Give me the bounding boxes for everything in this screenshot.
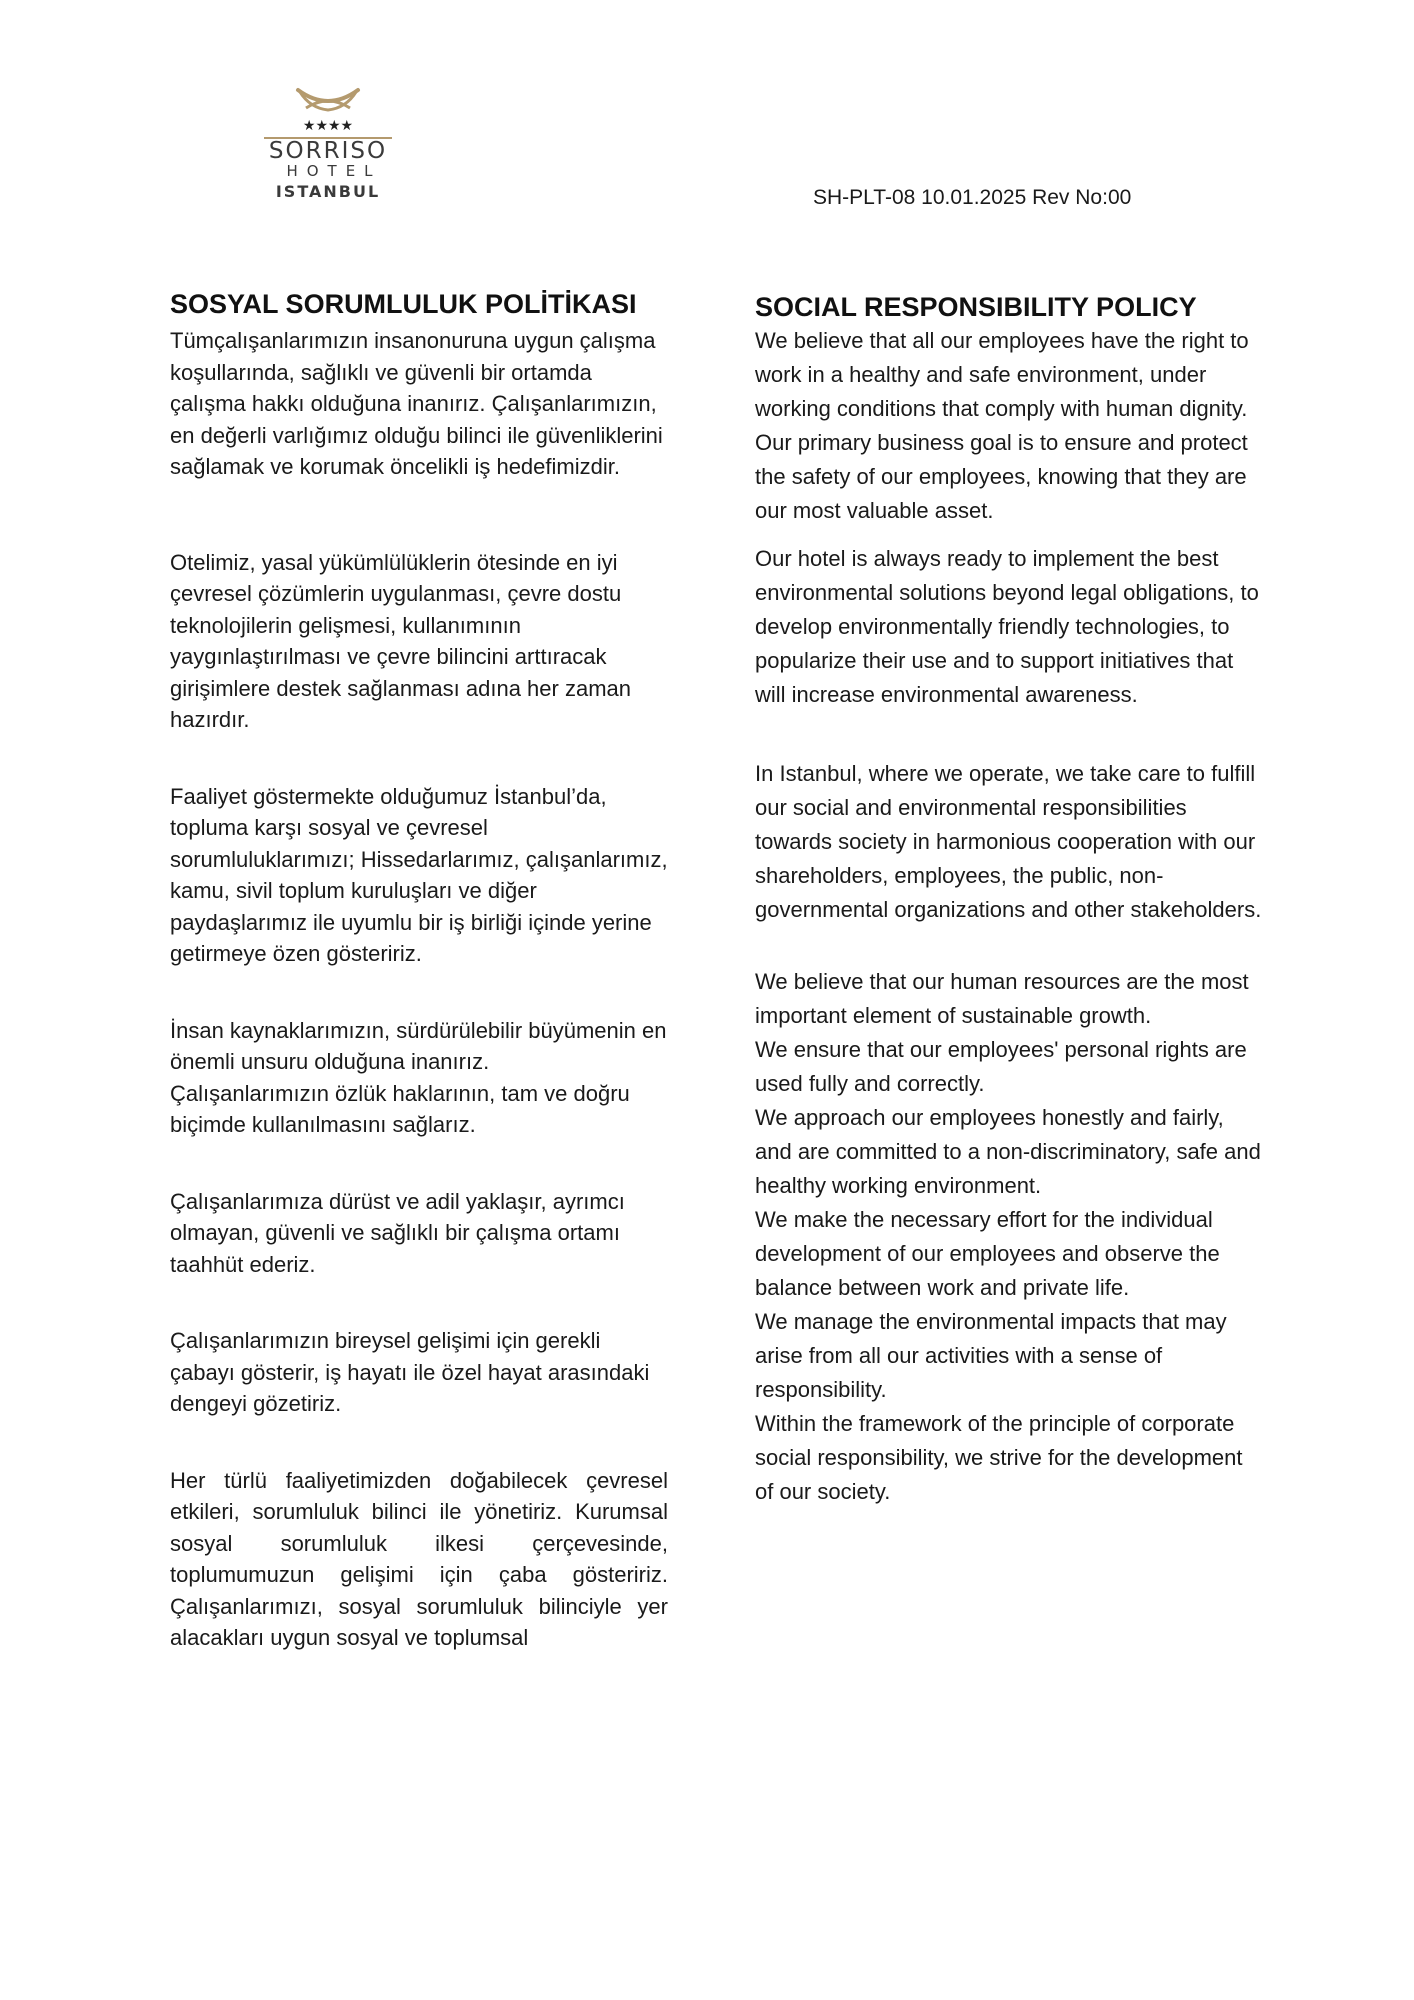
- english-title: SOCIAL RESPONSIBILITY POLICY: [755, 292, 1197, 322]
- en-paragraph-3: In Istanbul, where we operate, we take care to fulfill our social and environmental responsibilities towards society in harmonious cooperation with our shareholders, employees, the public, non-governmental organizations and other stakeholders.: [755, 761, 1262, 922]
- turkish-column: [170, 287, 668, 1699]
- logo-brand-name: SORRISO: [268, 138, 388, 164]
- logo-stars: ★★★★: [302, 118, 354, 134]
- tr-paragraph-5: Çalışanlarımızın özlük haklarının, tam ve doğru biçimde kullanılmasını sağlarız.: [170, 1080, 630, 1137]
- en-paragraph-4: We believe that our human resources are the most important element of sustainable growth.: [755, 969, 1249, 1028]
- en-paragraph-8: We manage the environmental impacts that may arise from all our activities with a sense of responsibility.: [755, 1309, 1227, 1402]
- en-paragraph-1: We believe that all our employees have the right to work in a healthy and safe environment, under working conditions that comply with human dignity. Our primary business goal is to ensure and protect the safety of our employees, knowing that they are our most valuable asset.: [755, 328, 1249, 523]
- logo-brand-city: ISTANBUL: [275, 182, 381, 201]
- tr-paragraph-6: Çalışanlarımıza dürüst ve adil yaklaşır, ayrımcı olmayan, güvenli ve sağlıklı bir çalışma ortamı taahhüt ederiz.: [170, 1188, 625, 1277]
- hotel-logo: [258, 82, 408, 207]
- turkish-title: SOSYAL SORUMLULUK POLİTİKASI: [170, 289, 637, 319]
- tr-paragraph-4: İnsan kaynaklarımızın, sürdürülebilir büyümenin en önemli unsuru olduğuna inanırız.: [170, 1017, 667, 1074]
- en-paragraph-9: Within the framework of the principle of corporate social responsibility, we strive for the development of our society.: [755, 1411, 1243, 1504]
- tr-paragraph-3: Faaliyet göstermekte olduğumuz İstanbul’da, topluma karşı sosyal ve çevresel sorumluluklarımızı; Hissedarlarımız, çalışanlarımız, kamu, sivil toplum kuruluşları ve diğer paydaşlarımız ile uyumlu bir iş birliği içinde yerine getirmeye özen gösteririz.: [170, 783, 668, 966]
- en-paragraph-5: We ensure that our employees' personal rights are used fully and correctly.: [755, 1037, 1247, 1096]
- english-column: [755, 290, 1265, 1509]
- document-code: SH-PLT-08 10.01.2025 Rev No:00: [813, 186, 1132, 209]
- en-paragraph-2: Our hotel is always ready to implement the best environmental solutions beyond legal obligations, to develop environmentally friendly technologies, to popularize their use and to support initiatives that will increase environmental awareness.: [755, 546, 1259, 707]
- logo-emblem-icon: [258, 82, 398, 142]
- tr-paragraph-8: Her türlü faaliyetimizden doğabilecek çevresel etkileri, sorumluluk bilinci ile yönetiriz. Kurumsal sosyal sorumluluk ilkesi çerçevesinde, toplumumuzun gelişimi için çaba gösteririz. Çalışanlarımızı, sosyal sorumluluk bilinciyle yer alacakları uygun sosyal ve toplumsal: [170, 1467, 668, 1650]
- en-paragraph-6: We approach our employees honestly and fairly, and are committed to a non-discriminatory, safe and healthy working environment.: [755, 1105, 1261, 1198]
- en-paragraph-7: We make the necessary effort for the individual development of our employees and observe the balance between work and private life.: [755, 1207, 1220, 1300]
- logo-brand-sub: HOTEL: [286, 162, 382, 180]
- tr-paragraph-2: Otelimiz, yasal yükümlülüklerin ötesinde en iyi çevresel çözümlerin uygulanması, çevre dostu teknolojilerin gelişmesi, kullanımının yaygınlaştırılması ve çevre bilincini arttıracak girişimlere destek sağlanması adına her zaman hazırdır.: [170, 549, 632, 732]
- tr-paragraph-1: Tümçalışanlarımızın insanonuruna uygun çalışma koşullarında, sağlıklı ve güvenli bir ortamda çalışma hakkı olduğuna inanırız. Çalışanlarımızın, en değerli varlığımız olduğu bilinci ile güvenliklerini sağlamak ve korumak öncelikli iş hedefimizdir.: [170, 328, 663, 479]
- tr-paragraph-7: Çalışanlarımızın bireysel gelişimi için gerekli çabayı gösterir, iş hayatı ile özel hayat arasındaki dengeyi gözetiriz.: [170, 1328, 650, 1416]
